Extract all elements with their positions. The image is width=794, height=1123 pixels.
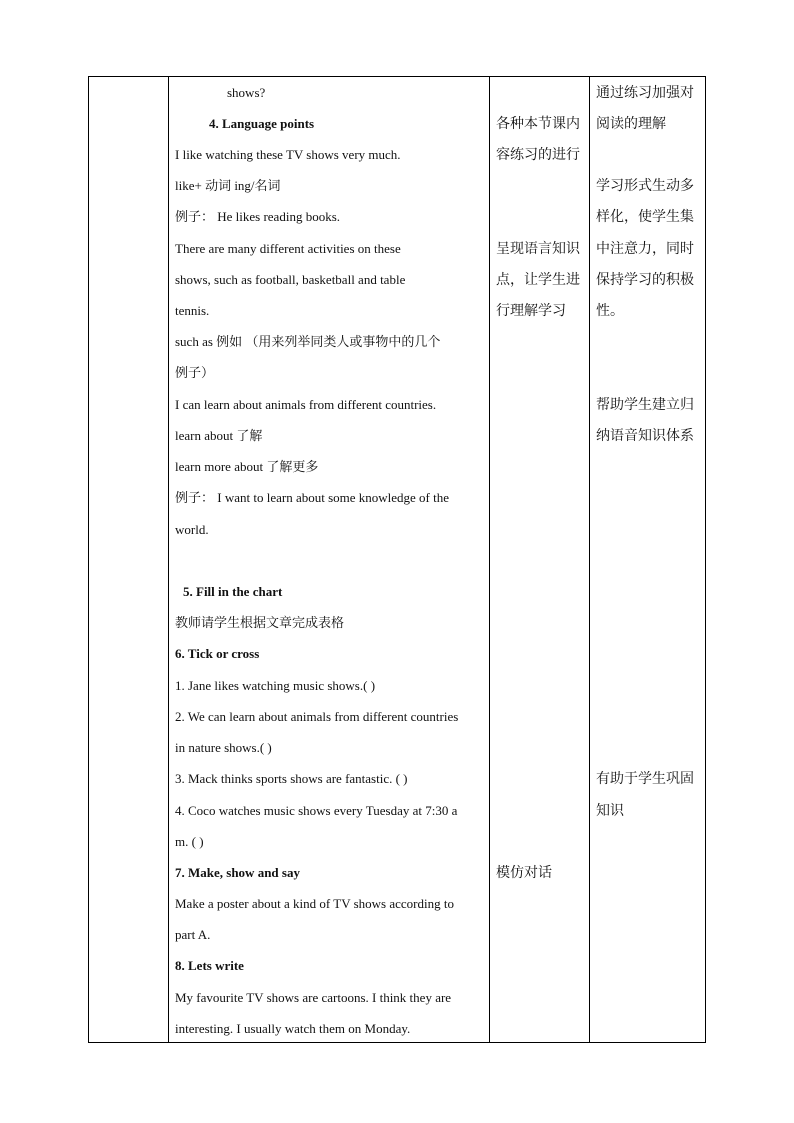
teaching-content-cell	[169, 77, 489, 1042]
purpose-line: 有助于学生巩固	[596, 771, 694, 787]
lesson-plan-table	[88, 76, 706, 1043]
content-line: 4. Coco watches music shows every Tuesday at 7:30 a	[175, 803, 458, 818]
empty-left-cell	[89, 77, 168, 1042]
content-line: 例子： He likes reading books.	[175, 209, 341, 224]
design-purpose-cell	[590, 77, 705, 1042]
method-line: 模仿对话	[496, 865, 552, 881]
purpose-line: 保持学习的积极	[596, 272, 694, 288]
purpose-line: 帮助学生建立归	[596, 397, 694, 413]
purpose-line: 阅读的理解	[596, 116, 666, 132]
section-heading: 6. Tick or cross	[175, 646, 260, 661]
content-line: 例子： I want to learn about some knowledge of the	[175, 490, 450, 505]
content-line: shows, such as football, basketball and table	[175, 272, 406, 287]
content-line: 例子）	[175, 365, 215, 380]
section-heading: 8. Lets write	[175, 958, 244, 973]
method-line: 呈现语言知识	[496, 241, 580, 257]
purpose-line: 通过练习加强对	[596, 85, 694, 101]
teaching-method-cell	[490, 77, 589, 1042]
content-line: like+ 动词 ing/名词	[175, 178, 281, 193]
content-line: m. ( )	[175, 834, 204, 849]
purpose-line: 知识	[596, 803, 624, 819]
section-heading: 4. Language points	[209, 116, 315, 131]
purpose-line: 纳语音知识体系	[596, 428, 694, 444]
content-line: in nature shows.( )	[175, 740, 272, 755]
content-line: 3. Mack thinks sports shows are fantastic. ( )	[175, 771, 408, 786]
content-line: world.	[175, 522, 209, 537]
content-line: There are many different activities on these	[175, 241, 401, 256]
content-line: part A.	[175, 927, 211, 942]
purpose-line: 中注意力，同时	[596, 241, 694, 257]
method-line: 点，让学生进	[496, 272, 580, 288]
content-line: 2. We can learn about animals from different countries	[175, 709, 459, 724]
content-line: 1. Jane likes watching music shows.( )	[175, 678, 376, 693]
content-line: I like watching these TV shows very much.	[175, 147, 401, 162]
purpose-line: 性。	[596, 303, 624, 319]
section-heading: 7. Make, show and say	[175, 865, 300, 880]
content-line: 教师请学生根据文章完成表格	[175, 615, 345, 630]
purpose-line: 样化，使学生集	[596, 209, 694, 225]
content-line: shows?	[227, 85, 266, 100]
method-line: 各种本节课内	[496, 116, 580, 132]
content-line: such as 例如 （用来列举同类人或事物中的几个	[175, 334, 441, 349]
content-line: Make a poster about a kind of TV shows according to	[175, 896, 454, 911]
method-line: 容练习的进行	[496, 147, 580, 163]
content-line: My favourite TV shows are cartoons. I think they are	[175, 990, 452, 1005]
purpose-line: 学习形式生动多	[596, 178, 694, 194]
content-line: learn more about 了解更多	[175, 459, 319, 474]
content-line: I can learn about animals from different countries.	[175, 397, 437, 412]
content-line: tennis.	[175, 303, 210, 318]
content-line: learn about 了解	[175, 428, 263, 443]
content-line: interesting. I usually watch them on Monday.	[175, 1021, 411, 1036]
method-line: 行理解学习	[496, 303, 566, 319]
section-heading: 5. Fill in the chart	[183, 584, 283, 599]
